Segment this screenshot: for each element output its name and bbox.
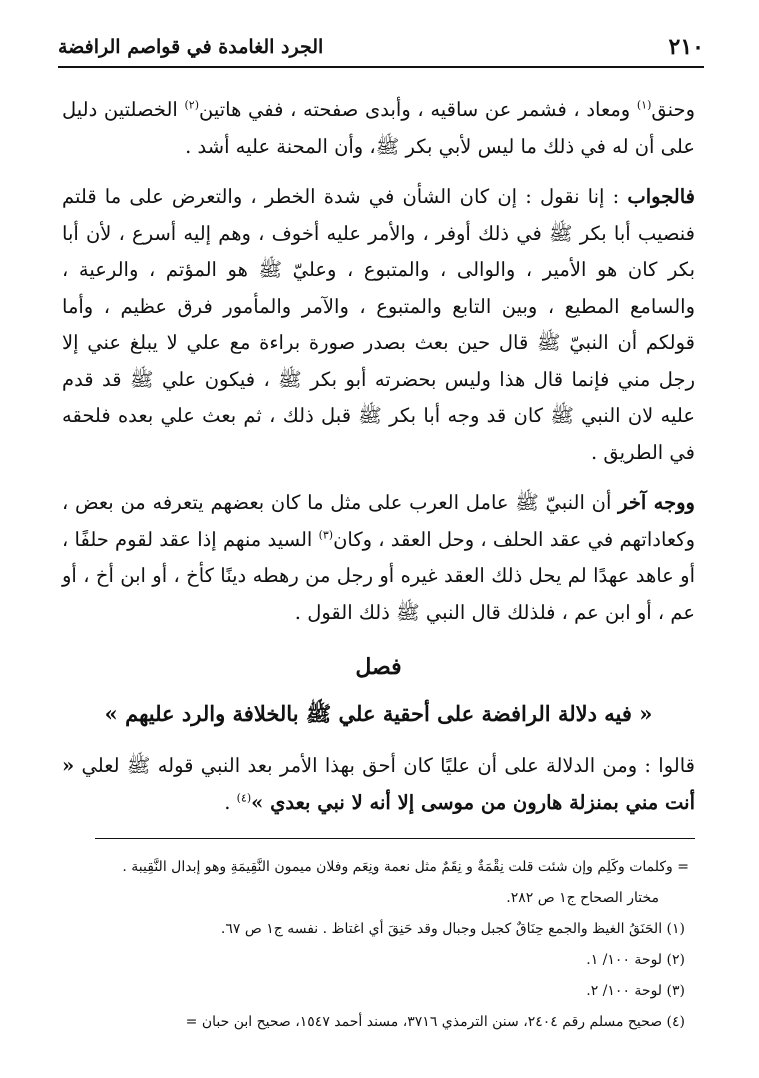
p1-text-a: وحنق (651, 98, 695, 121)
footnote-continuation-1: = وكلمات وكَلِم وإن شئت قلت نِقْمَةٌ و نِقَمٌ مثل نعمة ونِعَم وفلان ميمون النَّقِيمَةِ وهو إبدال النَّقِيبة . (122, 859, 689, 875)
paragraph-4 (62, 748, 695, 821)
page-header (58, 30, 704, 64)
another-aspect-lead: ووجه آخر (618, 491, 695, 514)
hadith-quote: « أنت مني بمنزلة هارون من موسى إلا أنه لا نبي بعدي » (62, 754, 695, 814)
header-divider (58, 66, 704, 68)
footnote-ref-2[interactable]: (٢) (184, 98, 199, 112)
p3-text-b: السيد منهم إذا عقد لقوم حلفًا ، أو عاهد عهدًا لم يحل ذلك العقد غيره أو رجل من رهطه دينًا كأخ ، أو ابن أخ ، أو عم ، أو ابن عم ، فلذلك قال النبي ﷺ ذلك القول . (62, 527, 695, 624)
footnote-1: (١) الحَنَقُ الغيظ والجمع حِنَاقٌ كجبل وجبال وقد حَنِقَ أي اغتاظ . نفسه ج١ ص ٦٧. (220, 921, 685, 937)
answer-lead: فالجواب (627, 185, 695, 208)
footnote-ref-1[interactable]: (١) (636, 98, 652, 112)
footnote-ref-4[interactable]: (٤) (236, 791, 252, 804)
p4-end: . (224, 790, 237, 814)
p2-text: : إنا نقول : إن كان الشأن في شدة الخطر ، والتعرض على ما قلتم فنصيب أبا بكر ﷺ في ذلك أوفر ، والأمر عليه أخوف ، وهم إليه أسرع ، لأن أبا بكر كان هو الأمير ، والوالى ، والمتبوع ، وعليّ ﷺ هو المؤتم ، والرعية ، والسامع المطيع ، وبين التابع والمتبوع ، والآمر والمأمور فرق عظيم ، وأما قولكم أن النبيّ ﷺ قال حين بعث بصدر صورة براءة مع علي لا يبلغ عني إلا رجل مني فإنما قال هذا وليس بحضرته أبو بكر ﷺ ، فيكون علي ﷺ قد قدم عليه لان النبي ﷺ كان قد وجه أبا بكر ﷺ قبل ذلك ، ثم بعث علي بعده فلحقه في الطريق . (62, 185, 695, 464)
footnote-continuation-2: مختار الصحاح ج١ ص ٢٨٢. (506, 890, 659, 906)
running-title: الجرد الغامدة في قواصم الرافضة (58, 36, 324, 58)
footnotes (64, 852, 689, 1038)
section-heading: فصل (355, 654, 402, 680)
paragraph-2 (62, 179, 695, 471)
footnote-2: (٢) لوحة ١٠٠/ ١. (586, 952, 685, 968)
p4-text: قالوا : ومن الدلالة على أن عليًا كان أحق بهذا الأمر بعد النبي قوله ﷺ لعلي (74, 754, 695, 777)
page-number: ٢١٠ (668, 34, 704, 60)
paragraph-3 (62, 485, 695, 631)
p1-text-c: الخصلتين دليل على أن له في ذلك ما ليس لأبي بكر ﷺ، وأن المحنة عليه أشد . (62, 98, 695, 158)
paragraph-1 (62, 92, 695, 165)
section-subheading: « فيه دلالة الرافضة على أحقية علي ﷺ بالخلافة والرد عليهم » (104, 700, 653, 726)
footnote-4: (٤) صحيح مسلم رقم ٢٤٠٤، سنن الترمذي ٣٧١٦، مسند أحمد ١٥٤٧، صحيح ابن حبان = (185, 1014, 685, 1030)
footnote-divider (95, 838, 695, 839)
footnote-ref-3[interactable]: (٣) (318, 528, 334, 541)
footnote-3: (٣) لوحة ١٠٠/ ٢. (586, 983, 685, 999)
p3-text-a: أن النبيّ ﷺ عامل العرب على مثل ما كان بعضهم يتعرفه من بعض ، وكعاداتهم في عقد الحلف ، وحل العقد ، وكان (62, 491, 695, 551)
main-text (62, 92, 695, 835)
p1-text-b: ومعاد ، فشمر عن ساقيه ، وأبدى صفحته ، ففي هاتين (199, 98, 637, 121)
